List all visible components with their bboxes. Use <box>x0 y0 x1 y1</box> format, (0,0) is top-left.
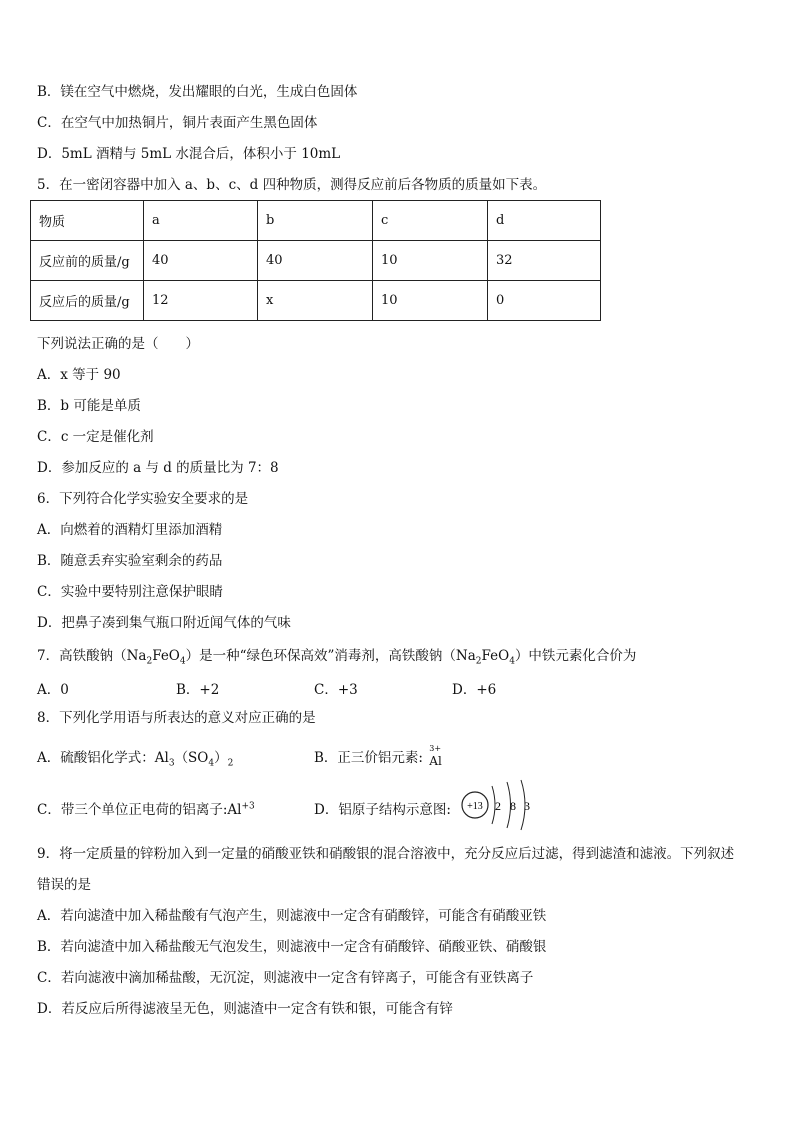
q9-option-c: C．若向滤液中滴加稀盐酸，无沉淀，则滤液中一定含有锌离子，可能含有亚铁离子 <box>37 970 534 986</box>
q6-option-c: C．实验中要特别注意保护眼睛 <box>37 584 223 600</box>
q6-stem: 6．下列符合化学实验安全要求的是 <box>37 491 249 507</box>
q9-option-a: A．若向滤渣中加入稀盐酸有气泡产生，则滤液中一定含有硝酸锌，可能含有硝酸亚铁 <box>37 908 547 924</box>
table-cell: 0 <box>488 281 601 321</box>
aluminum-atom-diagram <box>458 776 538 834</box>
table-cell: 32 <box>488 241 601 281</box>
table-cell: 10 <box>373 281 488 321</box>
table-row <box>31 241 601 281</box>
table-cell: a <box>144 201 258 241</box>
q8-option-c: C．带三个单位正电荷的铝离子$:Al^{+3}$ <box>37 801 255 818</box>
q8-stem: 8．下列化学用语与所表达的意义对应正确的是 <box>37 710 316 726</box>
q7-option-c: C．+3 <box>314 682 358 698</box>
table-cell: 40 <box>144 241 258 281</box>
q5-question: 下列说法正确的是（ ） <box>37 336 199 352</box>
table-cell: c <box>373 201 488 241</box>
table-cell: 物质 <box>31 201 144 241</box>
table-header-row <box>31 201 601 241</box>
q7-stem: 7．高铁酸钠$(Na_2FeO_4)$是一种“绿色环保高效”消毒剂，高铁酸钠$(Na_2FeO_4)$中铁元素化合价为 <box>37 648 637 667</box>
table-cell: 10 <box>373 241 488 281</box>
table-cell: 反应前的质量/g <box>31 241 144 281</box>
q6-option-a: A．向燃着的酒精灯里添加酒精 <box>37 522 223 538</box>
q7-option-b: B．+2 <box>176 682 220 698</box>
nucleus-label: +13 <box>467 801 483 812</box>
valence-notation: 3+ Al <box>429 743 442 768</box>
q5-option-c: C．c 一定是催化剂 <box>37 429 154 445</box>
table-cell: 12 <box>144 281 258 321</box>
q8-option-d: D．铝原子结构示意图: <box>314 802 451 818</box>
q9-option-d: D．若反应后所得滤液呈无色，则滤渣中一定含有铁和银，可能含有锌 <box>37 1001 453 1017</box>
q8-option-b: B．正三价铝元素: 3+ Al <box>314 746 445 768</box>
q9-option-b: B．若向滤渣中加入稀盐酸无气泡发生，则滤液中一定含有硝酸锌、硝酸亚铁、硝酸银 <box>37 939 547 955</box>
table-cell: x <box>258 281 373 321</box>
q5-stem: 5．在一密闭容器中加入 a、b、c、d 四种物质，测得反应前后各物质的质量如下表。 <box>37 177 547 193</box>
q5-option-b: B．b 可能是单质 <box>37 398 141 414</box>
q7-option-a: A．0 <box>37 682 69 698</box>
shell-count-2: 8 <box>510 799 516 813</box>
q7-option-d: D．+6 <box>452 682 497 698</box>
shell-count-3: 3 <box>524 799 530 813</box>
q6-option-b: B．随意丢弃实验室剩余的药品 <box>37 553 223 569</box>
table-cell: 40 <box>258 241 373 281</box>
q9-stem-line1: 9．将一定质量的锌粉加入到一定量的硝酸亚铁和硝酸银的混合溶液中，充分反应后过滤，得到滤渣和滤液。下列叙述 <box>37 846 735 862</box>
shell-count-1: 2 <box>495 799 501 813</box>
q8-option-a: A．硫酸铝化学式：$Al_3(SO_4)_2$ <box>37 750 234 769</box>
q9-stem-line2: 错误的是 <box>37 877 91 893</box>
q5-option-a: A．x 等于 90 <box>37 367 121 383</box>
table-cell: d <box>488 201 601 241</box>
q4-option-b: B．镁在空气中燃烧，发出耀眼的白光，生成白色固体 <box>37 84 358 100</box>
table-cell: b <box>258 201 373 241</box>
q4-option-c: C．在空气中加热铜片，铜片表面产生黑色固体 <box>37 115 318 131</box>
q5-mass-table <box>30 200 601 321</box>
q6-option-d: D．把鼻子凑到集气瓶口附近闻气体的气味 <box>37 615 291 631</box>
table-row <box>31 281 601 321</box>
q5-option-d: D．参加反应的 a 与 d 的质量比为 7：8 <box>37 460 279 476</box>
q4-option-d: D．5mL 酒精与 5mL 水混合后，体积小于 10mL <box>37 146 341 162</box>
table-cell: 反应后的质量/g <box>31 281 144 321</box>
